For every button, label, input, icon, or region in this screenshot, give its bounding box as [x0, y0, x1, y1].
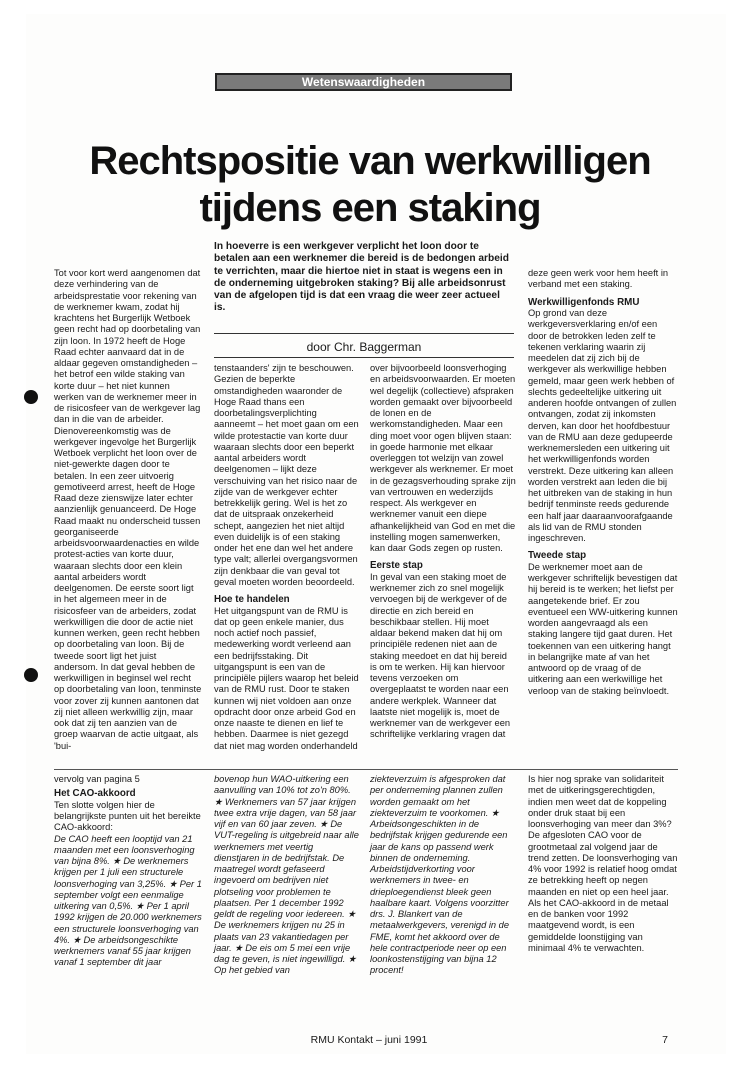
byline: door Chr. Baggerman — [306, 340, 422, 354]
byline-rule-top — [214, 333, 514, 334]
cao-points-2: bovenop hun WAO-uitkering een aanvulling van 10% tot zo'n 80%. ★ Werknemers van 57 jaar krijgen twee extra vrije dagen, van 58 jaar vijf en van 60 jaar zeven. ★ De VUT-regeling is uitgebreid naar alle werknemers met veertig dienstjaren in de bedrijfstak. De maatregel wordt gefaseerd ingevoerd om bedrijven niet plotseling voor problemen te plaatsen. Per 1 december 1992 geldt de regeling voor iedereen. ★ De werknemers krijgen nu 25 in plaats van 23 vakantiedagen per jaar. ★ De eis om 5 mei een vrije dag te geven, is niet ingewilligd. ★ Op het gebied van — [214, 774, 359, 976]
punch-hole-top — [24, 390, 38, 404]
heading-werkwilligenfonds: Werkwilligenfonds RMU — [528, 296, 640, 308]
cao-points-1: De CAO heeft een looptijd van 21 maanden met een loonsverhoging van bijna 8%. ★ De werknemers krijgen per 1 juli een structurele loonsverhoging van 3,25%. ★ Per 1 september volgt een eenmalige uitkering van 0,5%. ★ Per 1 april 1992 krijgen de 20.000 werknemers een structurele loonsverhoging van 4%. ★ De arbeidsongeschikte werknemers vanaf 55 jaar krijgen vanaf 1 september dit jaar — [54, 833, 202, 968]
headline-line-1: Rechtspositie van werkwilligen — [89, 139, 651, 183]
column-2-paragraph-2: Het uitgangspunt van de RMU is dat op geen enkele manier, dus noch actief noch passief, medewerking wordt verleend aan een bedrijfsstaking. Dit uitgangspunt is een van de principiële pijlers waarop het beleid van de RMU rust. Door te staken kunnen wij niet voldoen aan onze opdracht door onze arbeid God en onze naaste te dienen en lief te hebben. Daarmee is niet gezegd dat niet mag worden onderhandeld — [214, 605, 359, 751]
article-column-2 — [214, 363, 360, 752]
punch-hole-bottom — [24, 668, 38, 682]
column-2-paragraph-1: tenstaanders' zijn te beschouwen. Gezien de beperkte omstandigheden waaronder de Hoge Raad thans een doorbetalingsverplichting aanneemt – het moet gaan om een wilde protestactie van korte duur waaraan slechts door een beperkt aantal arbeiders wordt deelgenomen – lijkt deze verschuiving van het risico naar de zijde van de werkgever echter betrekkelijk gering. Wel is het zo dat de uitspraak onzekerheid schept, aangezien het niet altijd even duidelijk is of een staking onder het ene dan wel het andere type valt; allerlei overgangsvormen zijn denkbaar die van geval tot geval moeten worden beoordeeld. — [214, 363, 359, 587]
heading-hoe-te-handelen: Hoe te handelen — [214, 594, 290, 605]
column-3-paragraph-1: over bijvoorbeeld loonsverhoging en arbeidsvoorwaarden. Er moeten wel degelijk (collectieve) afspraken worden gemaakt over bijvoorbeeld de lonen en de werkomstandigheden. Maar een ding moet voor ogen blijven staan: in goede harmonie met elkaar overleggen tot welzijn van zowel werkgever als werknemer. Er moet in de gezagsverhouding sprake zijn van vertrouwen en wederzijds respect. Als werkgever en werknemer vanuit een diepe afhankelijkheid van God en met die instelling mogen samenwerken, kan daar Gods zegen op rusten. — [370, 363, 516, 553]
cao-column-3 — [370, 774, 516, 977]
cao-column-1 — [54, 774, 204, 969]
article-column-1 — [54, 268, 202, 752]
cao-column-2 — [214, 774, 360, 977]
section-banner: Wetenswaardigheden — [215, 73, 512, 91]
cao-column-4 — [528, 774, 678, 954]
column-1-text: Tot voor kort werd aangenomen dat deze verhindering van de arbeidsprestatie voor rekening van de werknemer kwam, zodat hij krachtens het Burgerlijk Wetboek geen recht had op doorbetaling van zijn loon. In 1972 heeft de Hoge Raad echter aanvaard dat in de aldaar gegeven omstandigheden – het betrof een wilde staking van korte duur – het niet kunnen werken van de werknemer meer in de risicosfeer van de werkgever lag dan in die van de arbeider. Dienovereenkomstig was de werkgever ingevolge het Burgerlijk Wetboek verplicht het loon over de niet-gewerkte dagen door te betalen. In een zeer uitvoerig gemotiveerd arrest, heeft de Hoge Raad deze zienswijze later echter aanzienlijk genuanceerd. De Hoge Raad maakt nu onderscheid tussen georganiseerde arbeidsvoorwaardenacties en wilde protest-acties van korte duur, waaraan slechts door een klein aantal arbeiders wordt deelgenomen. De eerste soort ligt in het algemeen meer in de risicosfeer van de arbeiders, zodat werkwilligen die door de actie niet kunnen werken, geen recht hebben op doorbetaling van loon. Bij de tweede soort ligt het juist andersom. In dat geval hebben de werkwilligen in beginsel wel recht op doorbetaling van loon, tenminste voor zover zij kunnen aantonen dat zij niet alleen werkwillig zijn, maar ook dat zij ten aanzien van de groep waarvan de actie uitgaat, als 'bui- — [54, 268, 202, 751]
article-column-3 — [370, 363, 516, 741]
article-column-4 — [528, 268, 678, 697]
headline-line-2: tijdens een staking — [199, 186, 541, 230]
footer-publication: RMU Kontakt – juni 1991 — [310, 1034, 428, 1046]
column-4-paragraph-3: De werknemer moet aan de werkgever schriftelijk bevestigen dat hij bereid is te werken; het liefst per aangetekende brief. Er zou eventueel een WW-uitkering kunnen worden aangevraagd als een staking langere tijd gaat duren. Het toekennen van een uitkering hangt in belangrijke mate af van het antwoord op de vraag of de uitkering aan een werkwillige het verloop van de staking beïnvloedt. — [528, 561, 678, 696]
heading-eerste-stap: Eerste stap — [370, 560, 423, 572]
column-4-paragraph-2: Op grond van deze werkgeversverklaring en/of een door de betrokken leden zelf te tekenen verklaring waarin zij meedelen dat zij zich bij de werkgever als werkwillige hebben gemeld, maar geen werk hebben of slechts gedeeltelijke uitkering uit anderen hoofde ontvangen of zullen ontvangen, zodat zij inkomsten derven, kan door het hoofdbestuur van de RMU aan deze gedupeerde werknemersleden een uitkering uit het werkwilligenfonds worden verstrekt. Deze uitkering kan alleen worden verstrekt aan leden die bij het uitbreken van de staking in hun bedrijf tenminste reeds gedurende een half jaar daaraanvoorafgaande als lid van de RMU stonden ingeschreven. — [528, 308, 677, 543]
heading-tweede-stap: Tweede stap — [528, 550, 587, 562]
cao-commentary: Is hier nog sprake van solidariteit met de uitkeringsgerechtigden, indien men weet dat de koppeling onder druk staat bij een loonsverhoging van meer dan 3%? De afgesloten CAO voor de grootmetaal zal volgend jaar de trend zetten. De loonsverhoging van 4% voor 1992 is relatief hoog omdat ze betrekking heeft op negen maanden en niet op een heel jaar. Als het CAO-akkoord in de metaal en de banken voor 1992 maatgevend wordt, is een gemiddelde loonstijging van minimaal 4% te verwachten. — [528, 774, 678, 953]
cao-intro: Ten slotte volgen hier de belangrijkste punten uit het bereikte CAO-akkoord: — [54, 799, 201, 833]
bottom-section-rule — [54, 769, 678, 770]
continued-note: vervolg van pagina 5 — [54, 774, 140, 784]
column-3-paragraph-2: In geval van een staking moet de werknemer zich zo snel mogelijk vervoegen bij de werkgever of de directie en zich bereid en beschikbaar stellen. Hij moet aldaar bekend maken dat hij om principiële redenen niet aan de staking meedoet en dat hij bereid is om te werken. Hij kan hiervoor tevens verzoeken om overgeplaatst te worden naar een andere werkplek. Wanneer dat laatste niet mogelijk is, moet de werknemer van de werkgever een schriftelijke verklaring vragen dat — [370, 571, 511, 740]
byline-rule-bottom — [214, 357, 514, 358]
cao-points-3: ziekteverzuim is afgesproken dat per onderneming plannen zullen worden gemaakt om het ziekteverzuim te voorkomen. ★ Arbeidsongeschikten in de bedrijfstak krijgen gedurende een jaar de kans op passend werk binnen de onderneming. Arbeidstijdverkorting voor werknemers in twee- en drieploegendienst bleek geen haalbare kaart. Volgens voorzitter drs. J. Blankert van de metaalwerkgevers, verenigd in de FME, komt het akkoord over de hele contractperiode neer op een loonkostenstijging van bijna 12 procent! — [370, 774, 510, 976]
column-4-paragraph-1: deze geen werk voor hem heeft in verband met een staking. — [528, 268, 669, 290]
intro-lead: In hoeverre is een werkgever verplicht het loon door te betalen aan een werknemer die bereid is de bedongen arbeid te verrichten, maar die hiertoe niet in staat is wegens een in de onderneming uitgebroken staking? Bij alle arbeidsonrust van de afgelopen tijd is dat een vraag die weer zeer actueel is. — [214, 241, 509, 314]
page-number: 7 — [662, 1034, 668, 1046]
heading-cao-akkoord: Het CAO-akkoord — [54, 788, 136, 800]
